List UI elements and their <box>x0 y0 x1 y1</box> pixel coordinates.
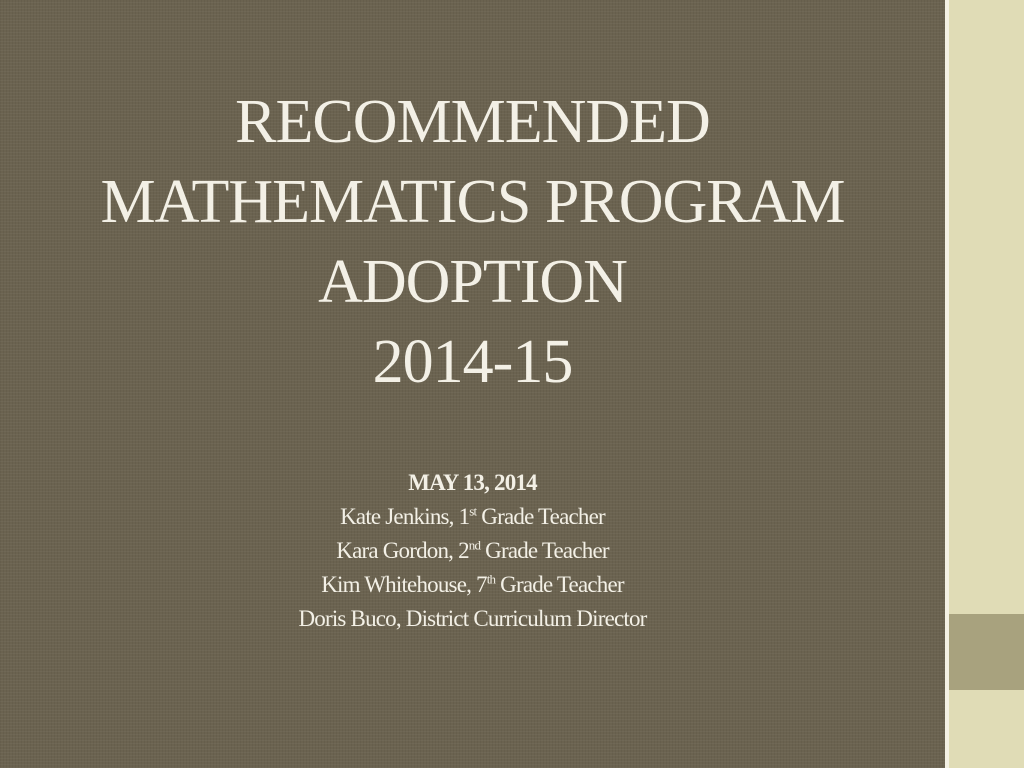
presenter-name: Kara Gordon, 2 <box>336 538 469 563</box>
presenter-line <box>0 602 945 636</box>
presenter-name: Doris Buco, District Curriculum Director <box>298 606 647 631</box>
title-line: 2014-15 <box>372 328 573 396</box>
presenter-line <box>0 534 945 568</box>
presenter-role: Grade Teacher <box>476 504 605 529</box>
presenter-name: Kate Jenkins, 1 <box>340 504 470 529</box>
presenter-line <box>0 500 945 534</box>
presenter-line <box>0 568 945 602</box>
presenter-role: Grade Teacher <box>480 538 609 563</box>
title-line: RECOMMENDED <box>235 88 710 156</box>
ordinal-suffix: th <box>486 571 496 587</box>
decorative-side-accent <box>949 614 1024 690</box>
slide-subtitle <box>0 466 945 636</box>
title-line: MATHEMATICS PROGRAM <box>100 168 845 236</box>
presentation-date: MAY 13, 2014 <box>408 470 537 495</box>
title-line: ADOPTION <box>318 248 627 316</box>
slide-title <box>0 82 945 402</box>
ordinal-suffix: nd <box>468 537 481 553</box>
ordinal-suffix: st <box>469 503 477 519</box>
presenter-name: Kim Whitehouse, 7 <box>321 572 487 597</box>
presenter-role: Grade Teacher <box>495 572 624 597</box>
